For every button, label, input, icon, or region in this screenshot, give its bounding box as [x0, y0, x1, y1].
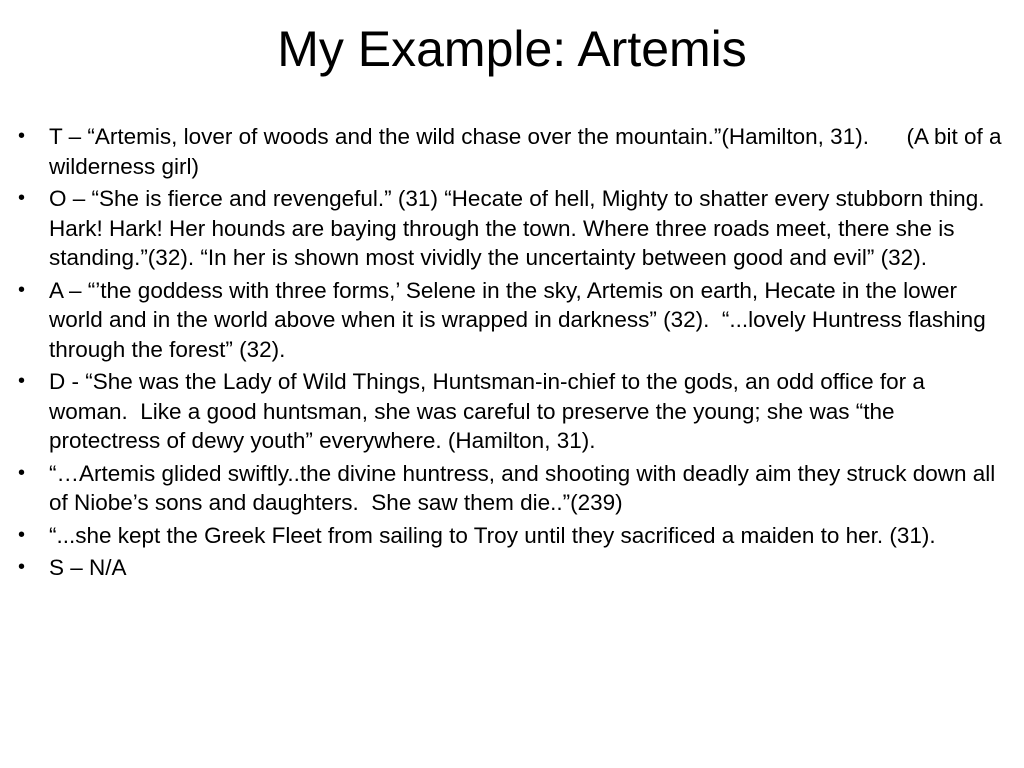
bullet-icon: • — [18, 125, 26, 147]
bullet-text: S – N/A — [49, 555, 127, 580]
bullet-icon: • — [18, 278, 26, 301]
bullet-text: “...she kept the Greek Fleet from sailing to Troy until they sacrificed a maiden to her. (31). — [49, 522, 936, 548]
slide-title: My Example: Artemis — [277, 21, 747, 77]
bullet-text: “…Artemis glided swiftly..the divine huntress, and shooting with deadly aim they struck down all of Niobe’s sons and daughters. She saw them die..”(239) — [49, 460, 1002, 515]
bullet-text: D - “She was the Lady of Wild Things, Huntsman-in-chief to the gods, an odd office for a woman. Like a good huntsman, she was careful to preserve the young; she was “the protectress of dewy youth” everywhere. (Hamilton, 31). — [49, 369, 932, 453]
bullet-text: T – “Artemis, lover of woods and the wild chase over the mountain.”(Hamilton, 31). (A bit of a wilderness girl) — [49, 124, 1008, 179]
bullet-list — [18, 122, 1008, 586]
bullet-item-a — [18, 276, 1008, 365]
bullet-item-s — [18, 553, 1008, 583]
bullet-item-t — [18, 122, 1008, 181]
bullet-icon: • — [18, 461, 26, 484]
bullet-text: A – “’the goddess with three forms,’ Selene in the sky, Artemis on earth, Hecate in the lower world and in the world above when it is wrapped in darkness” (32). “...lovely Huntress flashing through the forest” (32). — [49, 277, 992, 362]
bullet-icon: • — [18, 187, 26, 209]
bullet-icon: • — [18, 556, 26, 578]
bullet-item-d — [18, 367, 1008, 456]
bullet-item-niobe-quote — [18, 459, 1008, 518]
bullet-text: O – “She is fierce and revengeful.” (31) “Hecate of hell, Mighty to shatter every stubborn thing. Hark! Hark! Her hounds are baying through the town. Where three roads meet, there she is standing.”(32). “In her is shown most vividly the uncertainty between good and evil” (32). — [49, 186, 991, 270]
bullet-icon: • — [18, 370, 26, 392]
bullet-item-o — [18, 184, 1008, 273]
bullet-item-greek-fleet-quote — [18, 521, 1008, 551]
bullet-icon: • — [18, 523, 26, 546]
